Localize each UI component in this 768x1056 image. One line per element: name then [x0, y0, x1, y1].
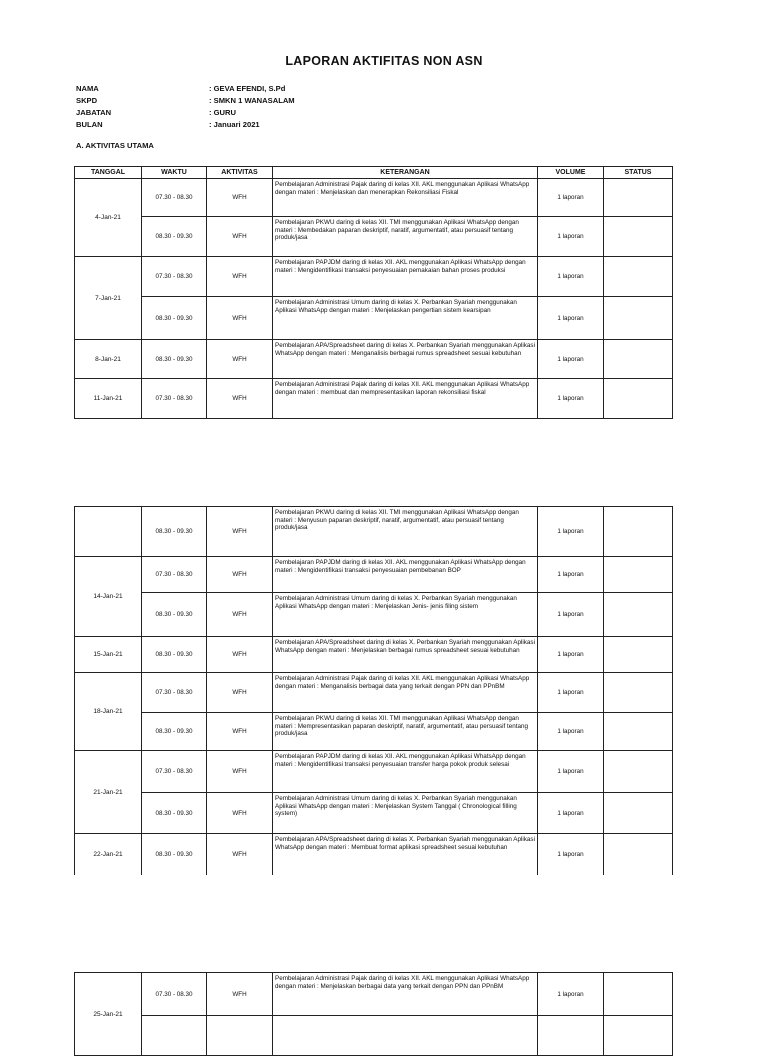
info-key: SKPD: [76, 96, 98, 105]
cell-status: [604, 257, 673, 297]
cell-volume: 1 laporan: [538, 217, 604, 257]
table-row: [75, 793, 673, 834]
table-row: [75, 637, 673, 673]
section-title: A. AKTIVITAS UTAMA: [76, 141, 154, 150]
table-header-row: [75, 167, 673, 179]
cell-tanggal: 15-Jan-21: [75, 637, 142, 673]
page-gap: [0, 875, 768, 972]
cell-aktivitas: WFH: [207, 793, 273, 834]
cell-status: [604, 297, 673, 340]
cell-aktivitas: WFH: [207, 557, 273, 593]
cell-status: [604, 179, 673, 217]
table-row: [75, 557, 673, 593]
cell-keterangan: Pembelajaran Administrasi Umum daring di kelas X. Perbankan Syariah menggunakan Aplikasi WhatsApp dengan materi : Menjelaskan pengertian sistem kearsipan: [273, 297, 538, 340]
cell-waktu: [142, 1016, 207, 1056]
page-gap: [0, 421, 768, 506]
cell-aktivitas: WFH: [207, 507, 273, 557]
cell-waktu: 08.30 - 09.30: [142, 593, 207, 637]
cell-status: [604, 793, 673, 834]
cell-keterangan: Pembelajaran PKWU daring di kelas XII. TMI menggunakan Aplikasi WhatsApp dengan materi : Menyusun paparan deskriptif, naratif, argumentatif, atau persuasif tentang produk/jasa: [273, 507, 538, 557]
cell-volume: 1 laporan: [538, 713, 604, 751]
cell-volume: 1 laporan: [538, 834, 604, 876]
info-value: : GURU: [209, 108, 236, 117]
cell-volume: 1 laporan: [538, 297, 604, 340]
cell-aktivitas: WFH: [207, 637, 273, 673]
cell-keterangan: Pembelajaran APA/Spreadsheet daring di kelas X. Perbankan Syariah menggunakan Aplikasi WhatsApp dengan materi : Membuat format aplikasi spreadsheet sesuai kebutuhan: [273, 834, 538, 876]
cell-aktivitas: WFH: [207, 340, 273, 379]
cell-tanggal: 7-Jan-21: [75, 257, 142, 340]
cell-aktivitas: WFH: [207, 673, 273, 713]
info-value: : GEVA EFENDI, S.Pd: [209, 84, 286, 93]
cell-status: [604, 1016, 673, 1056]
info-key: NAMA: [76, 84, 99, 93]
cell-tanggal: 8-Jan-21: [75, 340, 142, 379]
cell-waktu: 08.30 - 09.30: [142, 637, 207, 673]
activity-table-page-1: [74, 166, 673, 419]
cell-volume: 1 laporan: [538, 557, 604, 593]
header-aktivitas: AKTIVITAS: [207, 167, 273, 179]
info-value: : Januari 2021: [209, 120, 260, 129]
cell-waktu: 08.30 - 09.30: [142, 834, 207, 876]
cell-status: [604, 673, 673, 713]
cell-aktivitas: WFH: [207, 257, 273, 297]
cell-waktu: 07.30 - 08.30: [142, 973, 207, 1016]
cell-aktivitas: WFH: [207, 751, 273, 793]
cell-keterangan: Pembelajaran PAPJDM daring di kelas XII. AKL menggunakan Aplikasi WhatsApp dengan materi : Mengidentifikasi transaksi penyesuaian transfer harga pokok produk selesai: [273, 751, 538, 793]
cell-keterangan: Pembelajaran APA/Spreadsheet daring di kelas X. Perbankan Syariah menggunakan Aplikasi WhatsApp dengan materi : Menjelaskan berbagai rumus spreadsheet sesuai kebutuhan: [273, 637, 538, 673]
cell-aktivitas: WFH: [207, 593, 273, 637]
cell-keterangan: Pembelajaran PKWU daring di kelas XII. TMI menggunakan Aplikasi WhatsApp dengan materi : Membedakan paparan deskriptif, naratif, argumentatif, atau persuasif tentang produk/jasa: [273, 217, 538, 257]
cell-volume: 1 laporan: [538, 379, 604, 419]
cell-status: [604, 713, 673, 751]
cell-status: [604, 834, 673, 876]
table-row: [75, 340, 673, 379]
cell-status: [604, 973, 673, 1016]
activity-table-page-3: [74, 972, 673, 1056]
cell-status: [604, 557, 673, 593]
cell-tanggal: 22-Jan-21: [75, 834, 142, 876]
cell-tanggal: 14-Jan-21: [75, 557, 142, 637]
cell-keterangan: Pembelajaran Administrasi Umum daring di kelas X. Perbankan Syariah menggunakan Aplikasi WhatsApp dengan materi : Menjelaskan Jenis- jenis filing sistem: [273, 593, 538, 637]
table-row: [75, 713, 673, 751]
cell-volume: 1 laporan: [538, 593, 604, 637]
cell-aktivitas: WFH: [207, 379, 273, 419]
cell-waktu: 08.30 - 09.30: [142, 793, 207, 834]
cell-tanggal: [75, 507, 142, 557]
cell-volume: 1 laporan: [538, 507, 604, 557]
cell-aktivitas: WFH: [207, 713, 273, 751]
cell-tanggal: 21-Jan-21: [75, 751, 142, 834]
table-row: [75, 673, 673, 713]
table-row: [75, 297, 673, 340]
info-key: BULAN: [76, 120, 103, 129]
header-tanggal: TANGGAL: [75, 167, 142, 179]
report-title: LAPORAN AKTIFITAS NON ASN: [285, 54, 483, 68]
cell-volume: 1 laporan: [538, 673, 604, 713]
activity-table-page-2: [74, 506, 673, 876]
info-key: JABATAN: [76, 108, 112, 117]
cell-keterangan: Pembelajaran Administrasi Pajak daring di kelas XII. AKL menggunakan Aplikasi WhatsApp dengan materi : membuat dan mempresentasikan laporan rekonsiliasi fiskal: [273, 379, 538, 419]
cell-status: [604, 340, 673, 379]
table-body: [75, 507, 673, 876]
cell-tanggal: 11-Jan-21: [75, 379, 142, 419]
cell-tanggal: 18-Jan-21: [75, 673, 142, 751]
cell-waktu: 07.30 - 08.30: [142, 751, 207, 793]
cell-aktivitas: WFH: [207, 217, 273, 257]
cell-volume: 1 laporan: [538, 340, 604, 379]
cell-volume: 1 laporan: [538, 179, 604, 217]
cell-status: [604, 217, 673, 257]
table-row: [75, 593, 673, 637]
cell-waktu: 07.30 - 08.30: [142, 379, 207, 419]
cell-volume: 1 laporan: [538, 637, 604, 673]
table-body: [75, 179, 673, 419]
cell-volume: 1 laporan: [538, 793, 604, 834]
cell-volume: [538, 1016, 604, 1056]
cell-status: [604, 637, 673, 673]
cell-waktu: 07.30 - 08.30: [142, 557, 207, 593]
table-row: [75, 179, 673, 217]
cell-status: [604, 379, 673, 419]
table-row: [75, 1016, 673, 1056]
table-row: [75, 834, 673, 876]
cell-keterangan: Pembelajaran Administrasi Umum daring di kelas X. Perbankan Syariah menggunakan Aplikasi WhatsApp dengan materi : Menjelaskan System Tanggal ( Chronological filling system): [273, 793, 538, 834]
cell-volume: 1 laporan: [538, 751, 604, 793]
cell-keterangan: Pembelajaran APA/Spreadsheet daring di kelas X. Perbankan Syariah menggunakan Aplikasi WhatsApp dengan materi : Menganalisis berbagai rumus spreadsheet sesuai kebutuhan: [273, 340, 538, 379]
cell-keterangan: Pembelajaran Administrasi Pajak daring di kelas XII. AKL menggunakan Aplikasi WhatsApp dengan materi : Menjelaskan dan menerapkan Rekonsiliasi Fiskal: [273, 179, 538, 217]
cell-aktivitas: WFH: [207, 297, 273, 340]
cell-waktu: 08.30 - 09.30: [142, 507, 207, 557]
table-row: [75, 257, 673, 297]
header-waktu: WAKTU: [142, 167, 207, 179]
cell-keterangan: Pembelajaran PAPJDM daring di kelas XII. AKL menggunakan Aplikasi WhatsApp dengan materi : Mengidentifikasi transaksi penyesuaian pembebanan BOP: [273, 557, 538, 593]
table-row: [75, 507, 673, 557]
cell-volume: 1 laporan: [538, 973, 604, 1016]
header-status: STATUS: [604, 167, 673, 179]
cell-status: [604, 751, 673, 793]
cell-aktivitas: WFH: [207, 834, 273, 876]
cell-status: [604, 593, 673, 637]
cell-keterangan: Pembelajaran PAPJDM daring di kelas XII. AKL menggunakan Aplikasi WhatsApp dengan materi : Mengidentifikasi transaksi penyesuaian pemakaian bahan proses produksi: [273, 257, 538, 297]
cell-waktu: 07.30 - 08.30: [142, 673, 207, 713]
cell-tanggal: 25-Jan-21: [75, 973, 142, 1056]
cell-keterangan: Pembelajaran Administrasi Pajak daring di kelas XII. AKL menggunakan Aplikasi WhatsApp dengan materi : Menganalisis berbagai data yang terkait dengan PPN dan PPnBM: [273, 673, 538, 713]
table-row: [75, 751, 673, 793]
cell-keterangan: Pembelajaran PKWU daring di kelas XII. TMI menggunakan Aplikasi WhatsApp dengan materi : Mempresentasikan paparan deskriptif, naratif, argumentatif, atau persuasif tentang produk/jasa: [273, 713, 538, 751]
info-value: : SMKN 1 WANASALAM: [209, 96, 295, 105]
cell-keterangan: Pembelajaran Administrasi Pajak daring di kelas XII. AKL menggunakan Aplikasi WhatsApp dengan materi : Menjelaskan berbagai data yang terkait dengan PPN dan PPnBM: [273, 973, 538, 1016]
cell-keterangan: [273, 1016, 538, 1056]
cell-volume: 1 laporan: [538, 257, 604, 297]
table-body: [75, 973, 673, 1056]
cell-waktu: 08.30 - 09.30: [142, 713, 207, 751]
cell-aktivitas: [207, 1016, 273, 1056]
header-volume: VOLUME: [538, 167, 604, 179]
cell-waktu: 07.30 - 08.30: [142, 257, 207, 297]
header-keterangan: KETERANGAN: [273, 167, 538, 179]
table-row: [75, 379, 673, 419]
cell-waktu: 07.30 - 08.30: [142, 179, 207, 217]
cell-aktivitas: WFH: [207, 973, 273, 1016]
cell-waktu: 08.30 - 09.30: [142, 340, 207, 379]
cell-status: [604, 507, 673, 557]
cell-waktu: 08.30 - 09.30: [142, 217, 207, 257]
table-row: [75, 217, 673, 257]
cell-tanggal: 4-Jan-21: [75, 179, 142, 257]
cell-waktu: 08.30 - 09.30: [142, 297, 207, 340]
cell-aktivitas: WFH: [207, 179, 273, 217]
table-row: [75, 973, 673, 1016]
